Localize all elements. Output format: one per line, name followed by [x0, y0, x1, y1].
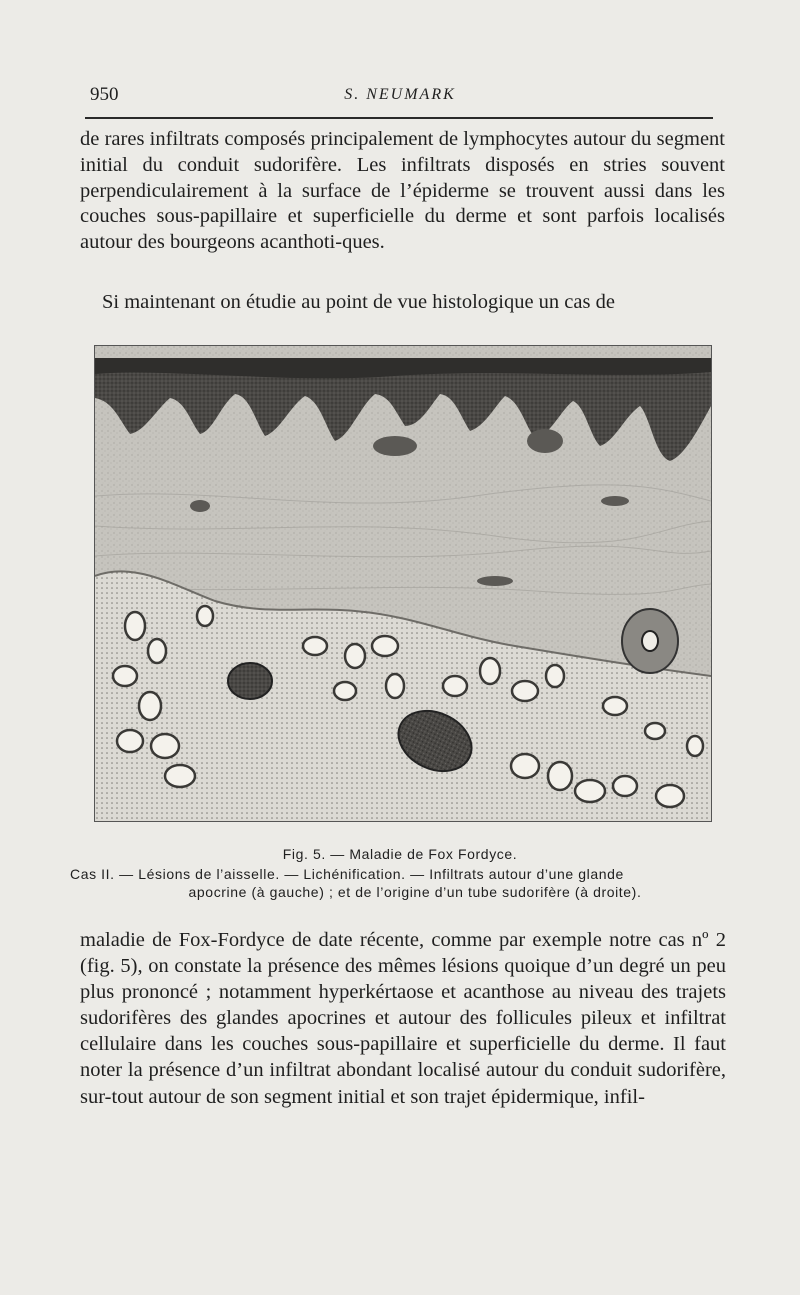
running-head: S. NEUMARK: [344, 86, 456, 103]
histology-figure: [94, 345, 712, 822]
page-number: 950: [90, 84, 119, 105]
histology-micrograph: [95, 346, 711, 821]
paragraph-1-text: de rares infiltrats composés principalement de lymphocytes autour du segment initial du conduit sudorifère. Les infiltrats disposés en stries souvent perpendiculairement à la surface de l’épiderme se trouvent aussi dans les couches sous-papillaire et superficielle du derme et sont parfois localisés autour des bourgeons acanthoti-ques.: [80, 128, 725, 254]
figure-caption-line-2: Cas II. — Lésions de l’aisselle. — Lichénification. — Infiltrats autour d’une glande: [70, 866, 624, 882]
paragraph-1: [80, 127, 725, 256]
paragraph-3: [80, 927, 726, 1110]
header-rule: [85, 117, 713, 119]
figure-caption-line-3: apocrine (à gauche) ; et de l’origine d’un tube sudorifère (à droite).: [188, 884, 642, 900]
figure-caption-title: Fig. 5. — Maladie de Fox Fordyce.: [282, 846, 518, 862]
paragraph-2: [80, 290, 725, 316]
paragraph-3-text: maladie de Fox-Fordyce de date récente, comme par exemple notre cas nº 2 (fig. 5), on constate la présence des mêmes lésions quoique d’un degré un peu plus prononcé ; notamment hyperkértaose et acanthose au niveau des trajets sudorifères des glandes apocrines et autour des follicules pileux et infiltrat cellulaire dans les couches sous-papillaire et superficielle du derme. Il faut noter la présence d’un infiltrat abondant localisé autour du conduit sudorifère, sur-tout autour de son segment initial et son trajet épidermique, infil-: [80, 929, 726, 1108]
page-header: [90, 84, 710, 114]
paragraph-2-text: Si maintenant on étudie au point de vue histologique un cas de: [102, 291, 615, 313]
